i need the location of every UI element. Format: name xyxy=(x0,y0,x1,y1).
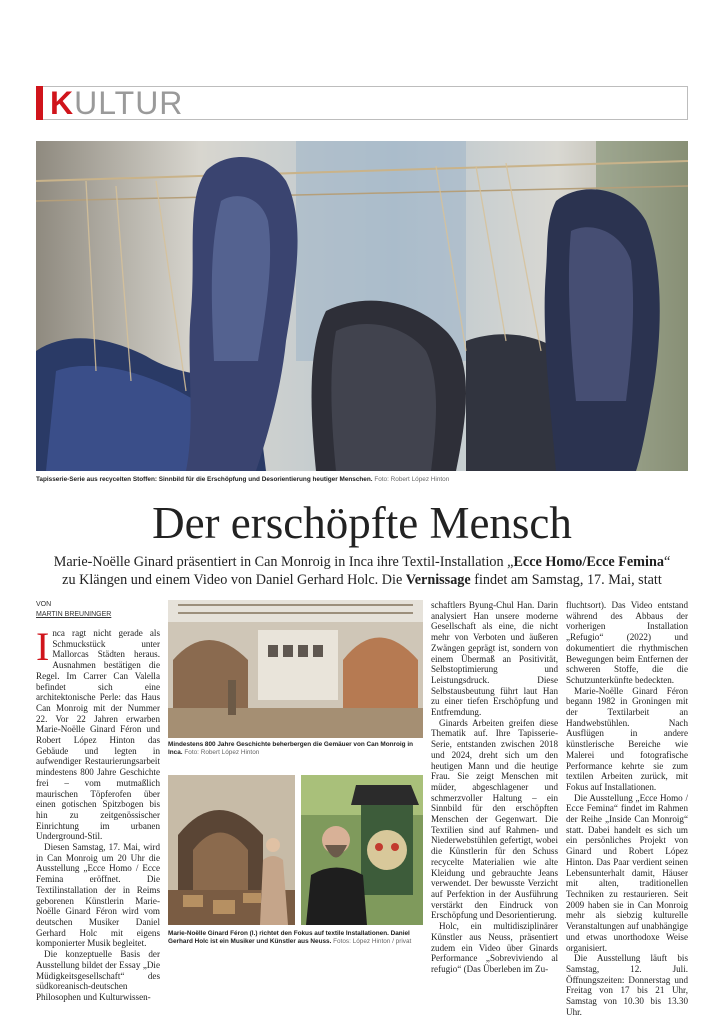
byline xyxy=(36,600,111,619)
hero-caption xyxy=(36,476,688,484)
hero-photo xyxy=(36,141,688,471)
artist-photo-illustration xyxy=(168,775,295,925)
portraits-caption-text: Marie-Noëlle Ginard Féron (l.) richtet den Fokus auf textile Installationen. Daniel Gerhard Holc ist ein Musiker und Künstler aus Neuss. xyxy=(168,930,410,946)
interior-caption xyxy=(168,741,426,758)
section-accent-bar xyxy=(36,86,43,120)
artist-photo xyxy=(168,775,295,925)
col1-paragraph-2: Diesen Samstag, 17. Mai, wird in Can Monroig um 20 Uhr die Ausstellung „Ecce Homo / Ecce Femina eröffnet. Die Textilinstallation der in Reims geborenen Künstlerin Marie-Noëlle Ginard Féron wird vom deutschen Musiker Daniel Gerhard Holc mit eigens komponierter Musik begleitet. xyxy=(36,842,160,949)
drop-cap: I xyxy=(36,624,50,669)
deck-text-1: Marie-Noëlle Ginard präsentiert in Can Monroig in Inca ihre Textil-Installation „ xyxy=(53,554,514,570)
hero-photo-illustration xyxy=(36,141,688,471)
col3-paragraph-1: schaftlers Byung-Chul Han. Darin analysiert Han unsere moderne Gesellschaft als eine, die nicht mehr von Verboten und äußeren Zwängen geprägt ist, sondern von einem Übermaß an Positivität, Selbstoptimierung und Leistungsdruck. Diese Selbstausbeutung führt laut Han zu einer tiefen Erschöpfung und Entfremdung. xyxy=(431,600,558,718)
col4-paragraph-1: fluchtsort). Das Video entstand während des Abbaus der vorherigen Installation „Refugio“ (2022) und dokumentiert die rhythmischen Bewegungen beim Entfernen der schweren Stoffe, die die Schutzunterkünfte bedeckten. xyxy=(566,600,688,685)
musician-photo-illustration xyxy=(301,775,423,925)
section-title xyxy=(50,84,183,122)
article-deck xyxy=(36,553,688,589)
section-title-rest: ULTUR xyxy=(74,85,184,121)
col1-p1-text: nca ragt nicht gerade als Schmuckstück unter Mallorcas Städten heraus. Ausnahmen bestätigen die Regel. Im Carrer Can Valella befindet sich eine architektonische Perle: das Haus Can Monroig mit der Nummer 22. Vor 22 Jahren erwarben Marie-Noëlle Ginard Féron und Robert López Hinton das Gebäude und legten in aufwendiger Restaurierungsarbeit mindestens 800 Jahre Geschichte frei – vom mutmaßlich maurischen Töpferofen über einen gotischen Spitzbogen bis hin zu zeitgenössischer Einrichtung im urbanen Underground-Stil. xyxy=(36,628,160,842)
column-1 xyxy=(36,624,160,1002)
column-4 xyxy=(566,600,688,1017)
col1-paragraph-1 xyxy=(36,624,160,842)
deck-text-4: findet am Samstag, 17. Mai, statt xyxy=(470,572,662,588)
portraits-credit: Fotos: López Hinton / privat xyxy=(333,938,412,946)
col4-paragraph-3: Die Ausstellung „Ecce Homo / Ecce Femina“ findet im Rahmen der Reihe „Inside Can Monroig“ statt. Dabei handelt es sich um ein persönliches Projekt von Ginard und Robert López Hinton. Das Paar verdient seinen Lebensunterhalt damit, Häuser mit alten, traditionellen Techniken zu restaurieren. Seit 2009 haben sie in Can Monroig mehr als siebzig kulturelle Veranstaltungen auf unabhängige und etwas unorthodoxe Weise organisiert. xyxy=(566,792,688,953)
hero-credit: Foto: Robert López Hinton xyxy=(374,476,450,483)
musician-photo xyxy=(301,775,423,925)
article-headline: Der erschöpfte Mensch xyxy=(152,498,572,548)
deck-bold-2: Vernissage xyxy=(405,572,471,588)
portraits-caption xyxy=(168,930,426,947)
col1-paragraph-3: Die konzeptuelle Basis der Ausstellung bildet der Essay „Die Müdigkeitsgesellschaft“ des südkoreanisch-deutschen Philosophen und Kulturwissen- xyxy=(36,949,160,1002)
byline-author: MARTIN BREUNINGER xyxy=(36,610,112,618)
column-3 xyxy=(431,600,558,974)
byline-prefix: VON xyxy=(36,601,52,608)
col4-paragraph-2: Marie-Noëlle Ginard Féron begann 1982 in Groningen mit der Textilarbeit an Handwebstühlen. Nach Ausflügen in andere künstlerische Bereiche wie Malerei und fotografische Performance kehrte sie zum textilen Arbeiten zurück, mit Fokus auf Installationen. xyxy=(566,685,688,792)
interior-photo-illustration xyxy=(168,600,423,738)
col3-paragraph-2: Ginards Arbeiten greifen diese Thematik auf. Ihre Tapisserie-Serie, entstanden zwischen 2018 und 2024, dreht sich um den heutigen Mann und die heutige Frau. Sie zeigt Menschen mit müder, abgeschlagener und schmerzvoller Haltung – ein Sinnbild für den erschöpften Menschen der Gegenwart. Die Textilien sind auf Rahmen- und Niederwebstühlen gefertigt, wobei die Künstlerin für den Schuss recycelte Materialien wie alte Kleidung und gebrauchte Jeans verwendet. Der bewusste Verzicht auf Perfektion in der Ausführung verstärkt den Eindruck von Erschöpfung und Desorientierung. xyxy=(431,717,558,921)
col4-paragraph-4: Die Ausstellung läuft bis Samstag, 12. Juli. Öffnungszeiten: Donnerstag und Freitag von 17 bis 21 Uhr, Samstag von 10.30 bis 13.30 Uhr. xyxy=(566,953,688,1017)
interior-photo xyxy=(168,600,423,738)
deck-text-2: “ xyxy=(663,554,671,570)
hero-caption-text: Tapisserie-Serie aus recycelten Stoffen: Sinnbild für die Erschöpfung und Desorientierung heutiger Menschen. xyxy=(36,476,373,483)
deck-text-3: zu Klängen und einem Video von Daniel Gerhard Holc. Die xyxy=(62,572,406,588)
section-title-first-letter: K xyxy=(50,85,75,121)
interior-caption-text: Mindestens 800 Jahre Geschichte beherbergen die Gemäuer von Can Monroig in Inca. xyxy=(168,741,414,757)
deck-bold-1: Ecce Homo/Ecce Femina xyxy=(513,554,664,570)
interior-credit: Foto: Robert López Hinton xyxy=(184,749,260,757)
col3-paragraph-3: Holc, ein multidisziplinärer Künstler aus Neuss, präsentiert zudem ein Video über Ginards Performance „Sobreviviendo al refugio“ (Das Überleben im Zu- xyxy=(431,921,558,974)
